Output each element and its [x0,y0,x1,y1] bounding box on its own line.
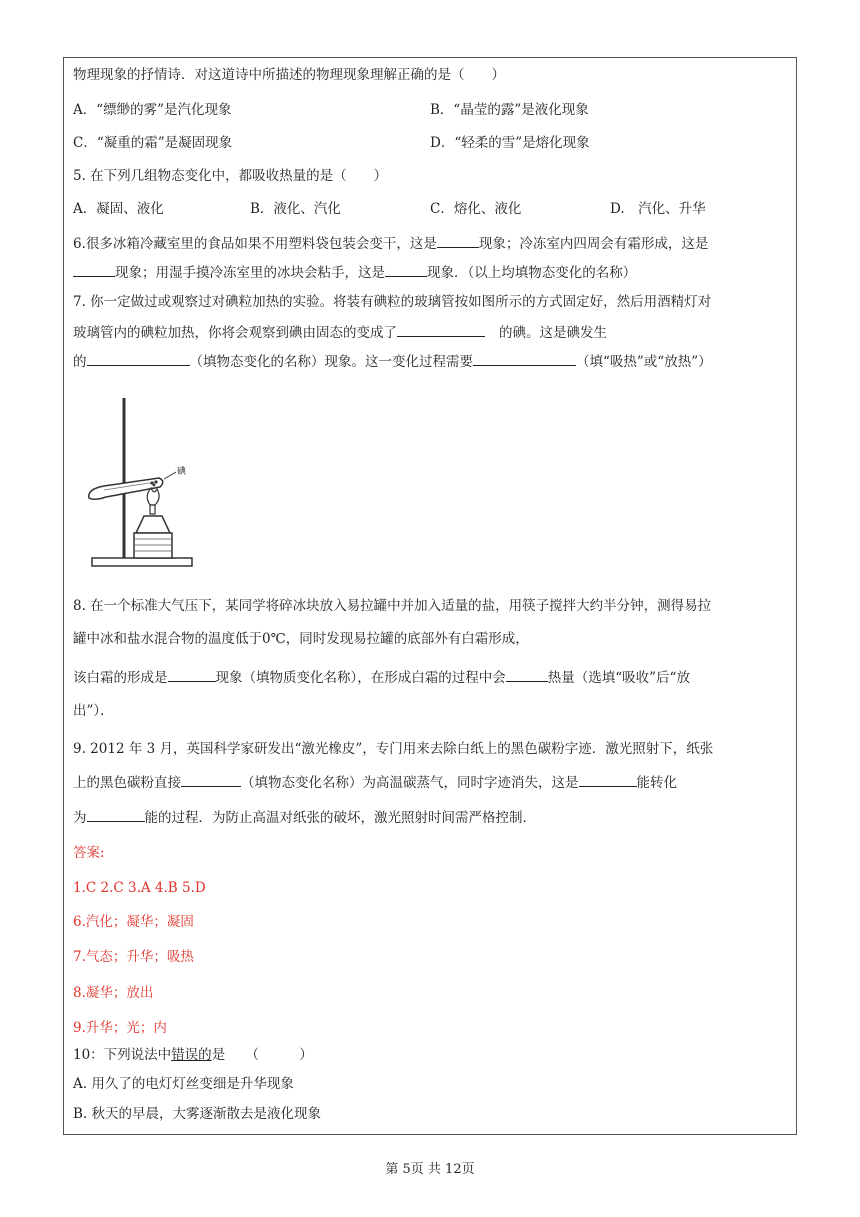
q9-text-2a: 上的黑色碳粉直接 [73,775,181,791]
lamp-wick [150,505,155,514]
content-frame [63,57,797,1135]
q7-line-1: 7. 你一定做过或观察过对碘粒加热的实验。将装有碘粒的玻璃管按如图所示的方式固定好，然后用酒精灯对 [73,294,712,310]
q7-text-3c: （填“吸热”或“放热”） [576,354,712,370]
q6-text-2a: 现象；用湿手摸冷冻室里的冰块会粘手，这是 [115,265,385,281]
q8-blank-2[interactable] [506,667,548,682]
stand-base [92,558,192,566]
q9-text-3a: 为 [73,810,87,826]
q4-option-c: C．“凝重的霜”是凝固现象 [73,135,233,151]
q7-text-2a: 玻璃管内的碘粒加热，你将会观察到碘由固态的变成了 [73,325,397,341]
iodine-granule [153,484,156,487]
q7-text-2b: 的碘。这是碘发生 [499,325,607,341]
alcohol-lamp [136,516,170,533]
answers-title: 答案: [73,845,105,861]
q5-stem: 5. 在下列几组物态变化中，都吸收热量的是（ ） [73,168,388,184]
q10-stem [73,1046,313,1064]
page-number: 第 5页 共 12页 [385,1162,475,1177]
q4-option-a: A．“缥缈的雾”是汽化现象 [73,102,232,118]
answer-6: 6.汽化；凝华；凝固 [73,914,194,930]
q10-stem-underlined: 错误的 [171,1047,212,1063]
q9-text-2b: （填物态变化名称）为高温碳蒸气，同时字迹消失，这是 [241,775,579,791]
q10-option-a: A. 用久了的电灯灯丝变细是升华现象 [73,1076,294,1092]
q6-line-1 [73,233,708,253]
q9-text-2c: 能转化 [636,775,677,791]
q10-stem-a: 10：下列说法中 [73,1047,172,1063]
q8-line-1: 8. 在一个标准大气压下，某同学将碎冰块放入易拉罐中并加入适量的盐，用筷子搅拌大约半分钟，测得易拉 [73,598,712,614]
q6-blank-2[interactable] [73,262,115,277]
q7-text-3b: （填物态变化的名称）现象。这一变化过程需要 [189,354,473,370]
q10-option-b: B. 秋天的早晨，大雾逐渐散去是液化现象 [73,1106,322,1122]
q7-line-3 [73,351,712,371]
q7-blank-3[interactable] [473,351,576,366]
answer-7: 7.气态；升华；吸热 [73,949,194,965]
q5-option-b: B．液化、汽化 [250,201,341,217]
answer-9: 9.升华；光；内 [73,1020,167,1036]
q6-line-2 [73,262,636,282]
q5-option-c: C．熔化、液化 [430,201,522,217]
q6-text-2b: 现象．（以上均填物态变化的名称） [427,265,637,281]
q9-blank-2[interactable] [579,772,637,787]
q7-blank-2[interactable] [87,351,190,366]
iodine-label: 碘 [177,467,187,477]
q7-text-3a: 的 [73,354,87,370]
q8-line-2: 罐中冰和盐水混合物的温度低于0℃，同时发现易拉罐的底部外有白霜形成， [73,631,529,647]
q7-blank-1[interactable] [397,322,485,337]
q9-line-2 [73,772,677,792]
answer-8: 8.凝华；放出 [73,985,154,1001]
q9-line-1: 9. 2012 年 3 月，英国科学家研发出“激光橡皮”，专门用来去除白纸上的黑色碳粉字迹．激光照射下，纸张 [73,741,714,757]
q9-blank-3[interactable] [87,807,145,822]
q8-text-3c: 热量（选填“吸收”后“放 [547,670,690,686]
q6-text-1a: 6.很多冰箱冷藏室里的食品如果不用塑料袋包装会变干，这是 [73,236,437,252]
q7-line-2 [73,322,607,342]
answer-1-5: 1.C 2.C 3.A 4.B 5.D [73,880,206,896]
q4-option-d: D．“轻柔的雪”是熔化现象 [430,135,590,151]
q6-blank-3[interactable] [385,262,427,277]
wooden-block [134,533,172,558]
q9-text-3b: 能的过程．为防止高温对纸张的破坏，激光照射时间需严格控制． [144,810,536,826]
q8-line-3 [73,667,690,687]
q5-option-d: D. 汽化、升华 [610,201,706,217]
q4-option-b: B．“晶莹的露”是液化现象 [430,102,589,118]
q4-stem: 物理现象的抒情诗．对这道诗中所描述的物理现象理解正确的是（ ） [73,67,505,83]
q9-line-3 [73,807,536,827]
q6-blank-1[interactable] [437,233,479,248]
q6-text-1b: 现象；冷冻室内四周会有霜形成，这是 [478,236,709,252]
q10-stem-b: 是 （ ） [211,1047,313,1063]
flame [147,488,159,505]
q9-blank-1[interactable] [181,772,241,787]
q8-text-3b: 现象（填物质变化名称），在形成白霜的过程中会 [215,670,506,686]
q8-line-4: 出”）． [73,703,114,719]
iodine-granule [154,480,157,483]
q8-blank-1[interactable] [168,667,216,682]
q8-text-3a: 该白霜的形成是 [73,670,168,686]
q5-option-a: A．凝固、液化 [73,201,164,217]
iodine-heating-apparatus-figure [84,393,194,576]
